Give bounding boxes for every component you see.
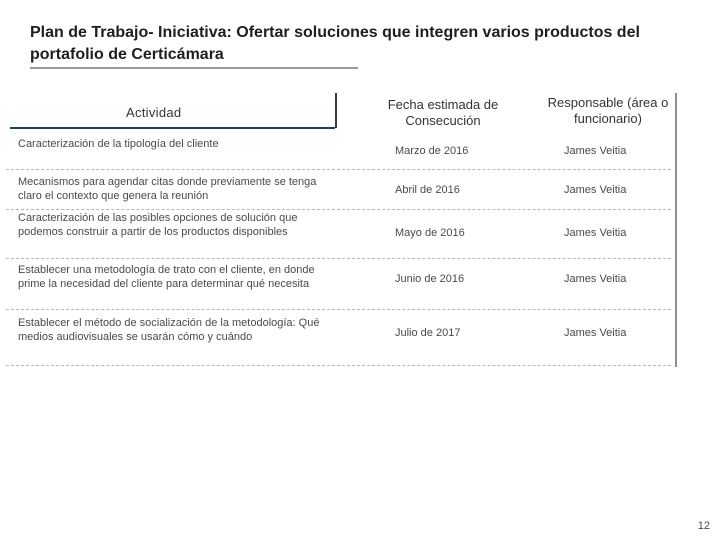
row-responsible: James Veitia [564, 184, 627, 196]
row-responsible: James Veitia [564, 273, 627, 285]
row-date: Junio de 2016 [395, 273, 465, 285]
row-activity: Establecer una metodología de trato con el cliente, en donde prime la necesidad del cliente para determinar qué necesita [18, 264, 315, 290]
row-activity: Establecer el método de socialización de la metodología: Qué medios audiovisuales se usarán cómo y cuándo [18, 317, 320, 343]
header-date: Fecha estimada de Consecución [387, 97, 499, 128]
page-number: 12 [697, 520, 710, 532]
row-date: Mayo de 2016 [395, 227, 465, 239]
row-responsible: James Veitia [564, 145, 627, 157]
row-date: Abril de 2016 [395, 184, 460, 196]
header-responsible: Responsable (área o funcionario) [547, 95, 669, 126]
row-divider [6, 169, 671, 170]
row-activity: Caracterización de la tipología del cliente [18, 138, 219, 150]
row-divider [6, 365, 671, 366]
title-underline [30, 67, 358, 69]
table-right-border [675, 93, 677, 367]
row-responsible: James Veitia [564, 327, 627, 339]
row-responsible: James Veitia [564, 227, 627, 239]
header-rule [10, 127, 335, 129]
row-date: Julio de 2017 [395, 327, 461, 339]
row-activity: Caracterización de las posibles opciones de solución que podemos construir a partir de los productos disponibles [18, 212, 298, 238]
row-divider [6, 258, 671, 259]
row-divider [6, 209, 671, 210]
slide-title: Plan de Trabajo- Iniciativa: Ofertar soluciones que integren varios productos del portafolio de Certicámara [30, 24, 640, 63]
row-divider [6, 309, 671, 310]
row-date: Marzo de 2016 [395, 145, 469, 157]
column-divider [335, 93, 337, 128]
header-activity: Actividad [126, 105, 182, 120]
row-activity: Mecanismos para agendar citas donde previamente se tenga claro el contexto que genera la reunión [18, 176, 317, 202]
